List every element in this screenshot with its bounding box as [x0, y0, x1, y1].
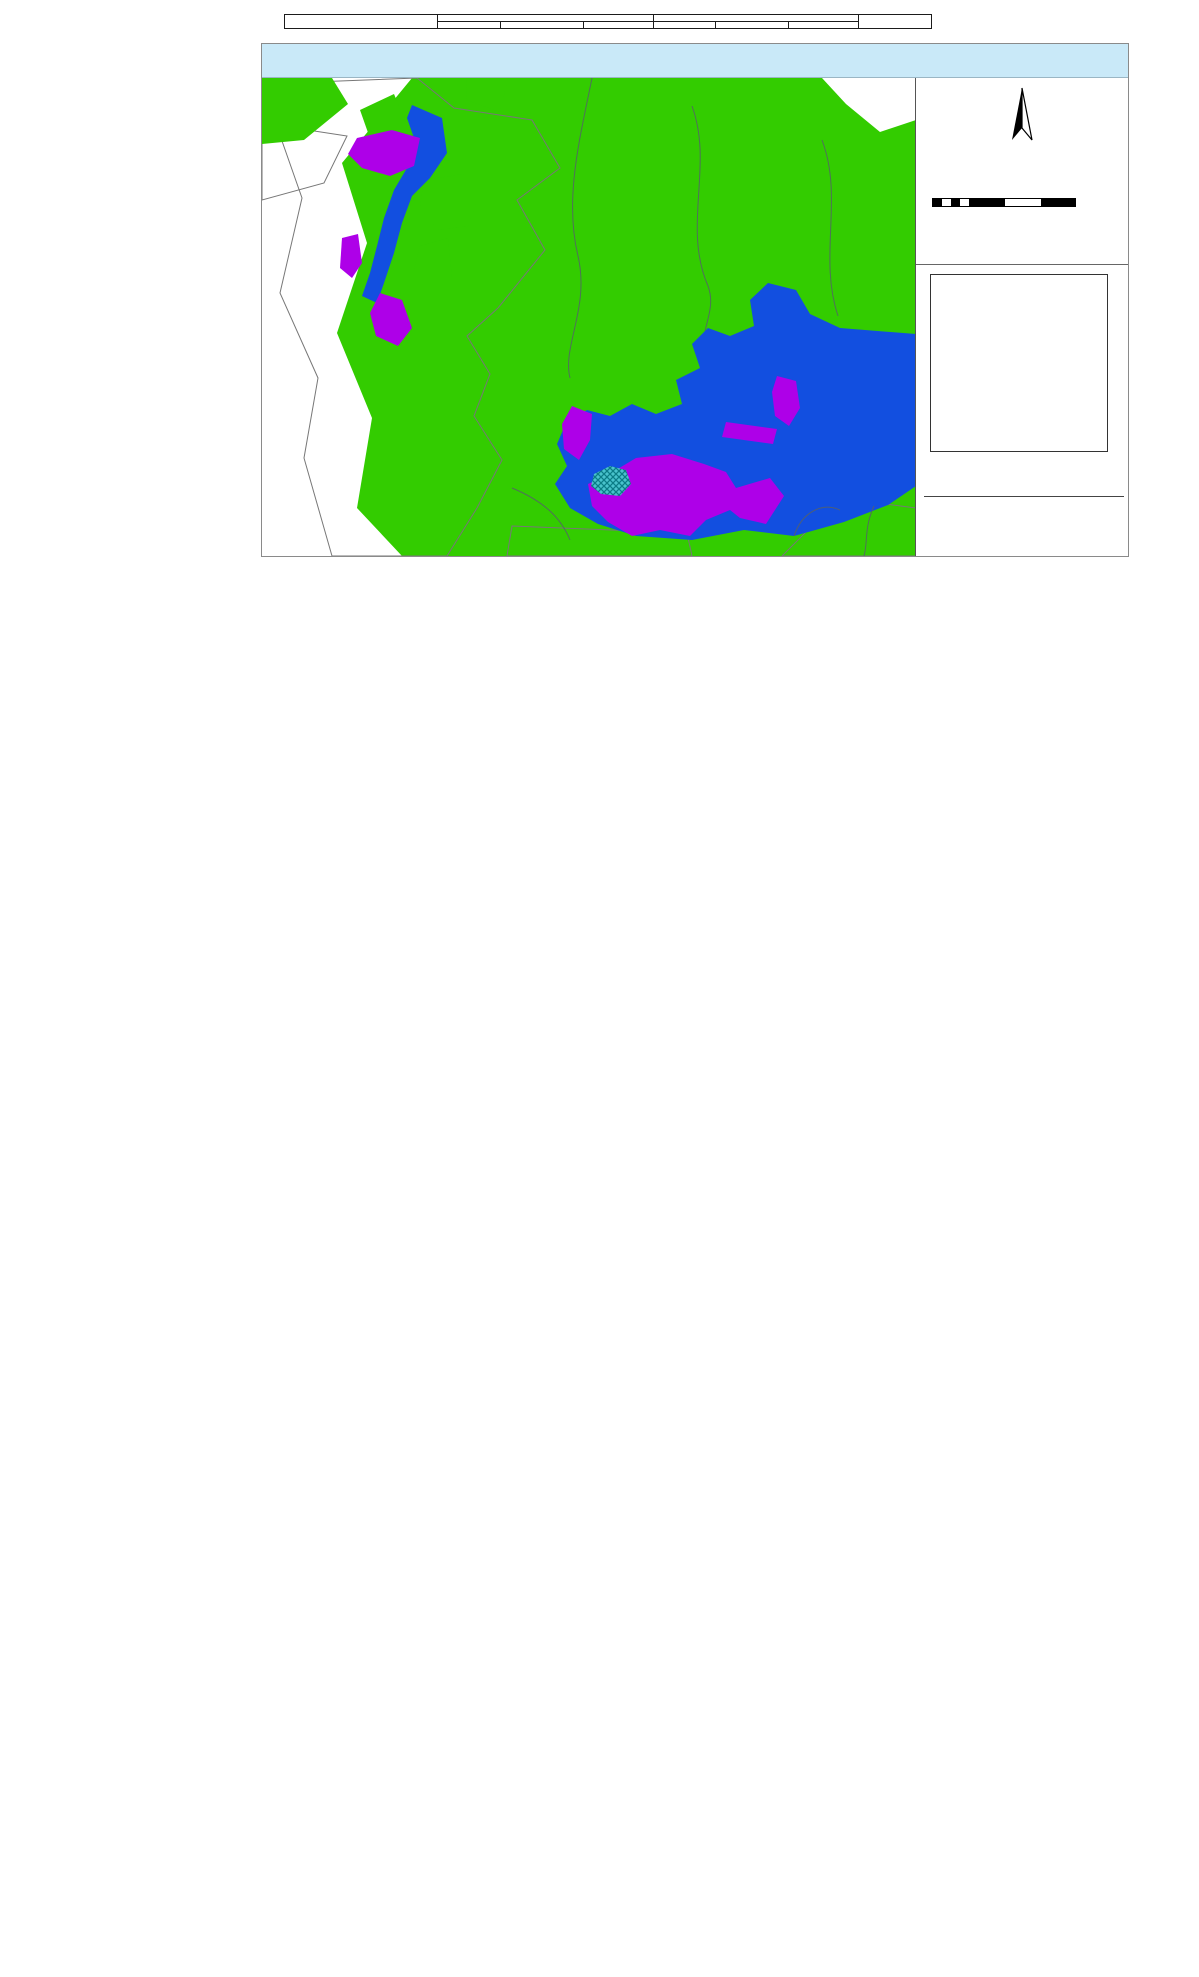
- north-arrow-glyph: [1008, 86, 1036, 144]
- map-figure: [261, 43, 1129, 557]
- header-area-change: [859, 15, 932, 29]
- header-area: [716, 22, 789, 29]
- table-header: [285, 15, 932, 29]
- scale-bar-ticks: [932, 182, 1076, 198]
- map-side-panel: [915, 78, 1128, 556]
- map-canvas: [262, 78, 915, 556]
- header-unit-count: [654, 22, 716, 29]
- header-before: [438, 15, 654, 22]
- panel-divider: [916, 264, 1128, 265]
- header-type: [285, 15, 438, 29]
- header-area: [501, 22, 584, 29]
- map-legend: [930, 274, 1108, 452]
- north-arrow-icon: [916, 86, 1128, 149]
- header-area-pct: [584, 22, 654, 29]
- scale-bar: [932, 182, 1122, 222]
- header-after: [654, 15, 859, 22]
- header-area-pct: [789, 22, 859, 29]
- zoning-map: [262, 78, 916, 556]
- scale-bar-segments: [932, 198, 1076, 207]
- control-unit-update-table: [284, 14, 932, 29]
- credit-organization: [924, 490, 1124, 497]
- header-unit-count: [438, 22, 501, 29]
- map-title: [262, 44, 1128, 78]
